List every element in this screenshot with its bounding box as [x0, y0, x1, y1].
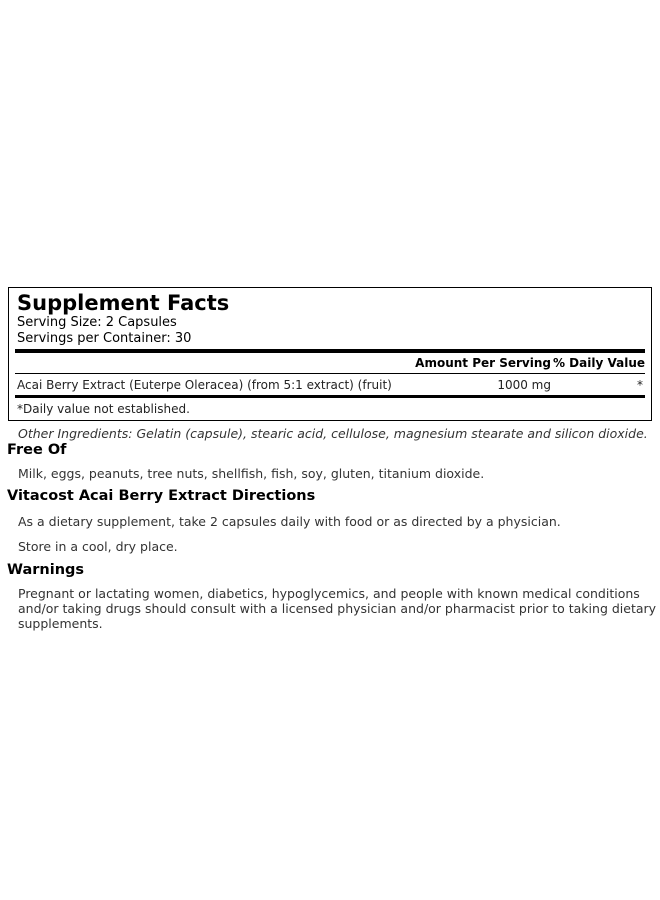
amount-per-serving-header: Amount Per Serving	[415, 356, 551, 370]
supplement-facts-title: Supplement Facts	[17, 291, 230, 315]
daily-value-footnote: *Daily value not established.	[17, 402, 190, 416]
thick-divider	[15, 349, 645, 353]
other-ingredients: Other Ingredients: Gelatin (capsule), stearic acid, cellulose, magnesium stearate and silicon dioxide.	[18, 426, 648, 441]
ingredient-amount: 1000 mg	[497, 378, 551, 392]
bottom-divider	[15, 395, 645, 398]
free-of-text: Milk, eggs, peanuts, tree nuts, shellfish, fish, soy, gluten, titanium dioxide.	[18, 466, 485, 481]
storage-text: Store in a cool, dry place.	[18, 539, 178, 554]
ingredient-name: Acai Berry Extract (Euterpe Oleracea) (from 5:1 extract) (fruit)	[17, 378, 392, 392]
ingredient-daily-value: *	[637, 378, 643, 392]
directions-text: As a dietary supplement, take 2 capsules daily with food or as directed by a physician.	[18, 514, 561, 529]
free-of-heading: Free Of	[7, 442, 67, 458]
warnings-text: Pregnant or lactating women, diabetics, hypoglycemics, and people with known medical conditions and/or taking drugs should consult with a licensed physician and/or pharmacist prior to taking dietary supplements.	[18, 586, 657, 631]
supplement-facts-panel	[8, 287, 652, 421]
servings-per-container: Servings per Container: 30	[17, 331, 192, 346]
directions-heading: Vitacost Acai Berry Extract Directions	[7, 488, 316, 504]
warnings-heading: Warnings	[7, 562, 85, 578]
serving-size: Serving Size: 2 Capsules	[17, 315, 177, 330]
header-divider	[15, 373, 645, 374]
daily-value-header: % Daily Value	[552, 356, 645, 370]
